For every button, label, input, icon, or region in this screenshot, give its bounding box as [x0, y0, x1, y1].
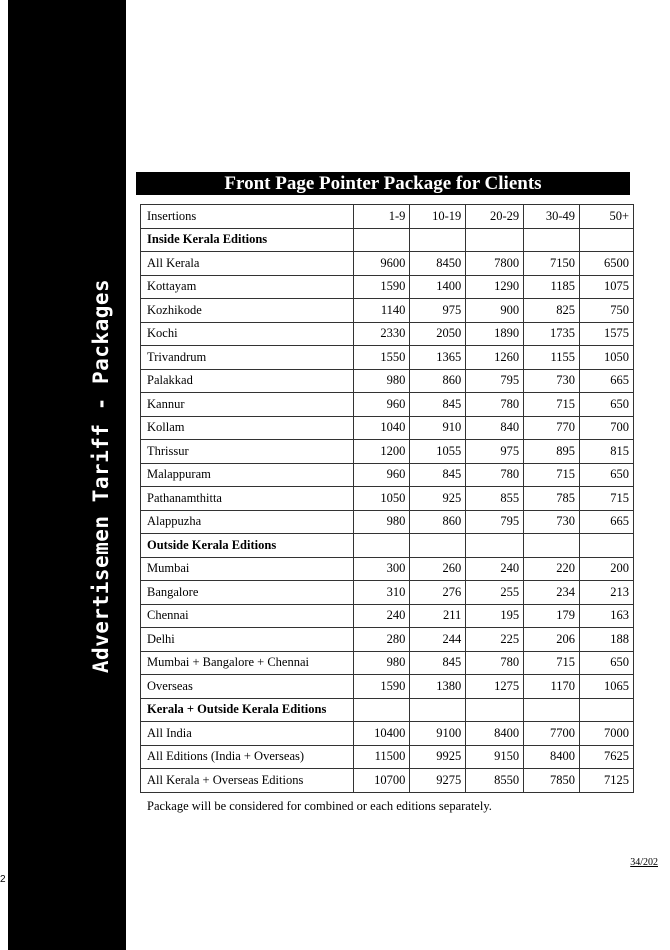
header-30-49: 30-49	[524, 205, 580, 229]
rate-cell: 825	[524, 299, 580, 323]
rate-cell: 10700	[354, 769, 410, 793]
rate-cell: 1590	[354, 675, 410, 699]
rate-cell: 665	[580, 369, 634, 393]
rate-cell: 7000	[580, 722, 634, 746]
header-20-29: 20-29	[466, 205, 524, 229]
rate-cell: 860	[410, 369, 466, 393]
rate-cell: 220	[524, 557, 580, 581]
section-header-row	[141, 698, 634, 722]
rate-cell: 1055	[410, 440, 466, 464]
table-row	[141, 346, 634, 370]
empty-cell	[410, 698, 466, 722]
edition-name: Palakkad	[141, 369, 354, 393]
rate-cell: 1065	[580, 675, 634, 699]
rate-cell: 1400	[410, 275, 466, 299]
table-header-row	[141, 205, 634, 229]
rate-cell: 225	[466, 628, 524, 652]
rate-cell: 1380	[410, 675, 466, 699]
rate-cell: 163	[580, 604, 634, 628]
rate-cell: 234	[524, 581, 580, 605]
rate-cell: 860	[410, 510, 466, 534]
rate-cell: 980	[354, 651, 410, 675]
empty-cell	[524, 228, 580, 252]
table-row	[141, 675, 634, 699]
edition-name: Malappuram	[141, 463, 354, 487]
rate-cell: 280	[354, 628, 410, 652]
empty-cell	[354, 534, 410, 558]
sidebar-title: Advertisemen Tariff - Packages	[89, 278, 113, 674]
table-row	[141, 510, 634, 534]
rate-cell: 1170	[524, 675, 580, 699]
rate-cell: 7700	[524, 722, 580, 746]
table-row	[141, 440, 634, 464]
empty-cell	[466, 228, 524, 252]
table-row	[141, 769, 634, 793]
rate-cell: 795	[466, 369, 524, 393]
rate-cell: 206	[524, 628, 580, 652]
rate-cell: 1290	[466, 275, 524, 299]
empty-cell	[580, 698, 634, 722]
rate-cell: 7800	[466, 252, 524, 276]
edition-name: All Kerala	[141, 252, 354, 276]
table-row	[141, 487, 634, 511]
edition-name: Chennai	[141, 604, 354, 628]
rate-cell: 7625	[580, 745, 634, 769]
edition-name: Kottayam	[141, 275, 354, 299]
empty-cell	[580, 534, 634, 558]
rate-cell: 715	[524, 651, 580, 675]
rate-cell: 310	[354, 581, 410, 605]
table-row	[141, 628, 634, 652]
rate-cell: 8400	[524, 745, 580, 769]
edition-name: Mumbai + Bangalore + Chennai	[141, 651, 354, 675]
edition-name: Thrissur	[141, 440, 354, 464]
rate-cell: 715	[580, 487, 634, 511]
rate-cell: 900	[466, 299, 524, 323]
header-50-plus: 50+	[580, 205, 634, 229]
rate-cell: 6500	[580, 252, 634, 276]
rate-cell: 975	[466, 440, 524, 464]
rate-cell: 300	[354, 557, 410, 581]
rate-cell: 1275	[466, 675, 524, 699]
rate-cell: 715	[524, 463, 580, 487]
rate-cell: 845	[410, 463, 466, 487]
empty-cell	[354, 228, 410, 252]
edition-name: Kollam	[141, 416, 354, 440]
rate-cell: 910	[410, 416, 466, 440]
header-10-19: 10-19	[410, 205, 466, 229]
section-header-row	[141, 534, 634, 558]
rate-cell: 10400	[354, 722, 410, 746]
table-title: Front Page Pointer Package for Clients	[136, 172, 630, 195]
rate-cell: 855	[466, 487, 524, 511]
table-row	[141, 322, 634, 346]
rate-cell: 650	[580, 651, 634, 675]
rate-cell: 240	[354, 604, 410, 628]
rate-cell: 815	[580, 440, 634, 464]
table-row	[141, 393, 634, 417]
section-title: Kerala + Outside Kerala Editions	[141, 698, 354, 722]
table-row	[141, 604, 634, 628]
empty-cell	[354, 698, 410, 722]
rate-cell: 2050	[410, 322, 466, 346]
rate-cell: 1890	[466, 322, 524, 346]
edition-name: Overseas	[141, 675, 354, 699]
rate-cell: 8550	[466, 769, 524, 793]
table-row	[141, 299, 634, 323]
edition-name: Bangalore	[141, 581, 354, 605]
table-row	[141, 416, 634, 440]
rate-cell: 1050	[580, 346, 634, 370]
rate-cell: 211	[410, 604, 466, 628]
rate-cell: 925	[410, 487, 466, 511]
rate-cell: 845	[410, 393, 466, 417]
rate-cell: 1550	[354, 346, 410, 370]
rate-cell: 785	[524, 487, 580, 511]
rate-cell: 244	[410, 628, 466, 652]
rate-cell: 845	[410, 651, 466, 675]
table-row	[141, 252, 634, 276]
table-row	[141, 722, 634, 746]
rate-cell: 700	[580, 416, 634, 440]
page-number: 34/202	[630, 857, 658, 868]
table-row	[141, 275, 634, 299]
rate-cell: 1590	[354, 275, 410, 299]
rate-cell: 179	[524, 604, 580, 628]
rate-cell: 8450	[410, 252, 466, 276]
rate-cell: 8400	[466, 722, 524, 746]
rate-cell: 255	[466, 581, 524, 605]
rate-cell: 975	[410, 299, 466, 323]
rate-cell: 980	[354, 510, 410, 534]
rate-cell: 960	[354, 463, 410, 487]
rate-cell: 1050	[354, 487, 410, 511]
rate-cell: 1185	[524, 275, 580, 299]
table-row	[141, 745, 634, 769]
rate-cell: 9100	[410, 722, 466, 746]
rate-cell: 795	[466, 510, 524, 534]
rate-cell: 840	[466, 416, 524, 440]
rate-cell: 730	[524, 510, 580, 534]
header-1-9: 1-9	[354, 205, 410, 229]
rate-cell: 200	[580, 557, 634, 581]
edition-name: Kannur	[141, 393, 354, 417]
edition-name: Delhi	[141, 628, 354, 652]
rate-cell: 213	[580, 581, 634, 605]
rate-cell: 650	[580, 393, 634, 417]
rate-cell: 240	[466, 557, 524, 581]
edition-name: Pathanamthitta	[141, 487, 354, 511]
edge-page-number: 2	[0, 874, 6, 885]
table-row	[141, 463, 634, 487]
edition-name: All Editions (India + Overseas)	[141, 745, 354, 769]
rate-cell: 1575	[580, 322, 634, 346]
rate-cell: 188	[580, 628, 634, 652]
rate-cell: 9150	[466, 745, 524, 769]
tariff-table	[140, 204, 634, 793]
rate-cell: 7150	[524, 252, 580, 276]
rate-cell: 9925	[410, 745, 466, 769]
table-row	[141, 581, 634, 605]
section-title: Inside Kerala Editions	[141, 228, 354, 252]
empty-cell	[524, 534, 580, 558]
table-body	[141, 228, 634, 792]
rate-cell: 895	[524, 440, 580, 464]
rate-cell: 1200	[354, 440, 410, 464]
rate-cell: 715	[524, 393, 580, 417]
table-row	[141, 557, 634, 581]
section-title: Outside Kerala Editions	[141, 534, 354, 558]
edition-name: All Kerala + Overseas Editions	[141, 769, 354, 793]
rate-cell: 276	[410, 581, 466, 605]
table-row	[141, 369, 634, 393]
rate-cell: 7850	[524, 769, 580, 793]
rate-cell: 1040	[354, 416, 410, 440]
empty-cell	[580, 228, 634, 252]
rate-cell: 9600	[354, 252, 410, 276]
header-insertions: Insertions	[141, 205, 354, 229]
rate-cell: 650	[580, 463, 634, 487]
rate-cell: 1155	[524, 346, 580, 370]
empty-cell	[410, 228, 466, 252]
edition-name: All India	[141, 722, 354, 746]
rate-cell: 1735	[524, 322, 580, 346]
empty-cell	[524, 698, 580, 722]
section-header-row	[141, 228, 634, 252]
rate-cell: 730	[524, 369, 580, 393]
edition-name: Alappuzha	[141, 510, 354, 534]
rate-cell: 1365	[410, 346, 466, 370]
rate-cell: 980	[354, 369, 410, 393]
edition-name: Trivandrum	[141, 346, 354, 370]
rate-cell: 7125	[580, 769, 634, 793]
rate-cell: 9275	[410, 769, 466, 793]
rate-cell: 750	[580, 299, 634, 323]
empty-cell	[410, 534, 466, 558]
rate-cell: 780	[466, 393, 524, 417]
rate-cell: 260	[410, 557, 466, 581]
footnote: Package will be considered for combined or each editions separately.	[147, 799, 492, 813]
rate-cell: 770	[524, 416, 580, 440]
rate-cell: 780	[466, 651, 524, 675]
empty-cell	[466, 698, 524, 722]
rate-cell: 960	[354, 393, 410, 417]
rate-cell: 665	[580, 510, 634, 534]
rate-cell: 1260	[466, 346, 524, 370]
rate-cell: 1140	[354, 299, 410, 323]
rate-cell: 11500	[354, 745, 410, 769]
rate-cell: 2330	[354, 322, 410, 346]
edition-name: Kochi	[141, 322, 354, 346]
table-row	[141, 651, 634, 675]
empty-cell	[466, 534, 524, 558]
edition-name: Mumbai	[141, 557, 354, 581]
rate-cell: 780	[466, 463, 524, 487]
rate-cell: 195	[466, 604, 524, 628]
rate-cell: 1075	[580, 275, 634, 299]
edition-name: Kozhikode	[141, 299, 354, 323]
